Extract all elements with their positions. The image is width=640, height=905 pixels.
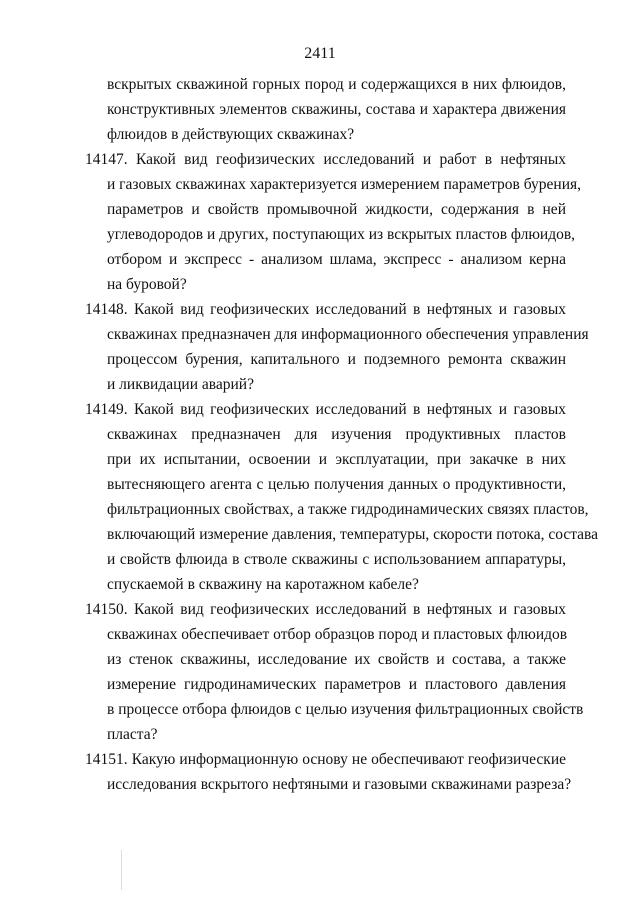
text-line: скважинах предназначен для информационного обеспечения управления — [107, 326, 589, 343]
text-line: при их испытании, освоении и эксплуатации, при закачке в них — [107, 451, 566, 468]
text-line: скважинах обеспечивает отбор образцов пород и пластовых флюидов — [107, 626, 568, 643]
question-14148-line: 14148. Какой вид геофизических исследований в нефтяных и газовых — [85, 301, 566, 318]
text-line: процессом бурения, капитального и подземного ремонта скважин — [107, 351, 566, 368]
text-line: параметров и свойств промывочной жидкости, содержания в ней — [107, 201, 566, 218]
text-line: спускаемой в скважину на каротажном кабеле? — [107, 576, 419, 593]
text-line: в процессе отбора флюидов с целью изучения фильтрационных свойств — [107, 701, 584, 718]
page-number: 2411 — [304, 45, 336, 62]
text-line: исследования вскрытого нефтяными и газовыми скважинами разреза? — [107, 776, 572, 793]
text-line: отбором и экспресс - анализом шлама, экспресс - анализом керна — [107, 251, 566, 268]
text-line: флюидов в действующих скважинах? — [107, 126, 355, 143]
text-line: вытесняющего агента с целью получения данных о продуктивности, — [107, 476, 566, 493]
text-line: конструктивных элементов скважины, состава и характера движения — [107, 101, 566, 118]
scan-margin-mark — [121, 850, 122, 890]
text-line: и ликвидации аварий? — [107, 376, 254, 393]
text-line: вскрытых скважиной горных пород и содержащихся в них флюидов, — [107, 76, 566, 93]
text-line: и газовых скважинах характеризуется измерением параметров бурения, — [107, 176, 581, 193]
text-line: пласта? — [107, 726, 158, 743]
question-14150-line: 14150. Какой вид геофизических исследований в нефтяных и газовых — [85, 601, 566, 618]
text-line: углеводородов и других, поступающих из вскрытых пластов флюидов, — [107, 226, 576, 243]
text-line: скважинах предназначен для изучения продуктивных пластов — [107, 426, 566, 443]
question-14149-line: 14149. Какой вид геофизических исследований в нефтяных и газовых — [85, 401, 566, 418]
text-line: включающий измерение давления, температуры, скорости потока, состава — [107, 526, 599, 543]
text-line: измерение гидродинамических параметров и пластового давления — [107, 676, 566, 693]
question-14147-line: 14147. Какой вид геофизических исследований и работ в нефтяных — [85, 151, 566, 168]
text-line: на буровой? — [107, 276, 187, 293]
text-line: фильтрационных свойствах, а также гидродинамических связях пластов, — [107, 501, 589, 518]
text-line: из стенок скважины, исследование их свойств и состава, а также — [107, 651, 566, 668]
text-line: и свойств флюида в стволе скважины с использованием аппаратуры, — [107, 551, 566, 568]
question-14151-line: 14151. Какую информационную основу не обеспечивают геофизические — [85, 751, 566, 768]
